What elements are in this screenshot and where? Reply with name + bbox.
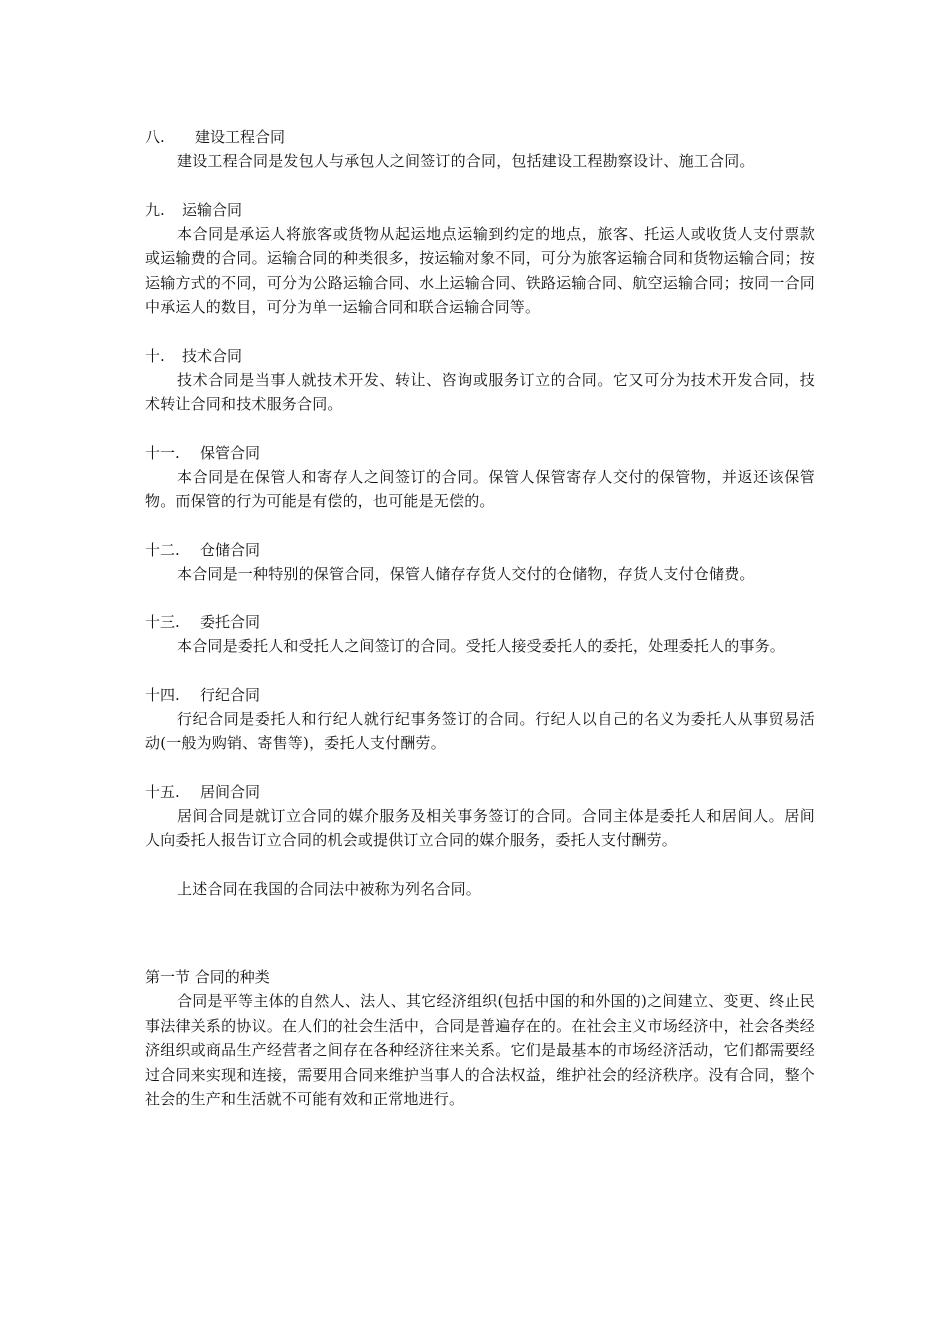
section-intermediary-contract: [145, 780, 815, 853]
section-heading: [145, 610, 815, 634]
section-heading: [145, 344, 815, 368]
section-number: 十一.: [145, 443, 180, 462]
section-technology-contract: [145, 344, 815, 417]
section-title: 建设工程合同: [195, 128, 286, 146]
section-number: 十.: [145, 346, 165, 365]
section-body: 本合同是委托人和受托人之间签订的合同。受托人接受委托人的委托，处理委托人的事务。: [177, 637, 786, 655]
section-title: 技术合同: [182, 346, 243, 365]
section-heading: [145, 441, 815, 465]
section-body: 本合同是在保管人和寄存人之间签订的合同。保管人保管寄存人交付的保管物，并返还该保管物。而保管的行为可能是有偿的，也可能是无偿的。: [145, 467, 815, 510]
section-title: 行纪合同: [200, 685, 261, 704]
section-body: 行纪合同是委托人和行纪人就行纪事务签订的合同。行纪人以自己的名义为委托人从事贸易活动(一般为购销、寄售等)，委托人支付酬劳。: [145, 709, 815, 752]
section-body: 技术合同是当事人就技术开发、转让、咨询或服务订立的合同。它又可分为技术开发合同，技术转让合同和技术服务合同。: [145, 370, 815, 413]
closing-paragraph: 上述合同在我国的合同法中被称为列名合同。: [177, 879, 482, 898]
section-title: 居间合同: [200, 782, 261, 801]
section-warehousing-contract: [145, 538, 815, 587]
chapter-heading: 第一节 合同的种类: [145, 968, 270, 986]
section-number: 十四.: [145, 685, 180, 704]
section-number: 十三.: [145, 613, 180, 631]
section-title: 委托合同: [200, 613, 261, 631]
section-entrustment-contract: [145, 610, 815, 659]
section-title: 运输合同: [182, 200, 243, 219]
section-title: 保管合同: [200, 443, 261, 462]
section-number: 十二.: [145, 540, 180, 559]
chapter-body: 合同是平等主体的自然人、法人、其它经济组织(包括中国的和外国的)之间建立、变更、终止民事法律关系的协议。在人们的社会生活中，合同是普遍存在的。在社会主义市场经济中，社会各类经济组织或商品生产经营者之间存在各种经济往来关系。它们是最基本的市场经济活动，它们都需要经过合同来实现和连接，需要用合同来维护当事人的合法权益，维护社会的经济秩序。没有合同，整个社会的生产和生活就不可能有效和正常地进行。: [145, 992, 815, 1108]
section-transport-contract: [145, 198, 815, 320]
section-heading: [145, 198, 815, 222]
section-brokerage-contract: [145, 683, 815, 756]
section-title: 仓储合同: [200, 540, 261, 559]
section-number: 八.: [145, 128, 165, 146]
section-body: 本合同是一种特别的保管合同，保管人储存存货人交付的仓储物，存货人支付仓储费。: [177, 564, 755, 583]
section-heading: [145, 125, 815, 149]
section-construction-contract: [145, 125, 815, 174]
section-heading: [145, 538, 815, 562]
section-body: 本合同是承运人将旅客或货物从起运地点运输到约定的地点，旅客、托运人或收货人支付票款或运输费的合同。运输合同的种类很多，按运输对象不同，可分为旅客运输合同和货物运输合同；按运输方式的不同，可分为公路运输合同、水上运输合同、铁路运输合同、航空运输合同；按同一合同中承运人的数目，可分为单一运输合同和联合运输合同等。: [145, 224, 815, 316]
section-body: 居间合同是就订立合同的媒介服务及相关事务签订的合同。合同主体是委托人和居间人。居间人向委托人报告订立合同的机会或提供订立合同的媒介服务，委托人支付酬劳。: [145, 806, 815, 849]
spacer: [145, 901, 815, 965]
section-number: 十五.: [145, 782, 180, 801]
section-body: 建设工程合同是发包人与承包人之间签订的合同，包括建设工程勘察设计、施工合同。: [177, 152, 755, 170]
section-heading: [145, 683, 815, 707]
section-heading: [145, 780, 815, 804]
document-page: [145, 125, 815, 1112]
section-number: 九.: [145, 200, 165, 219]
section-custody-contract: [145, 441, 815, 514]
